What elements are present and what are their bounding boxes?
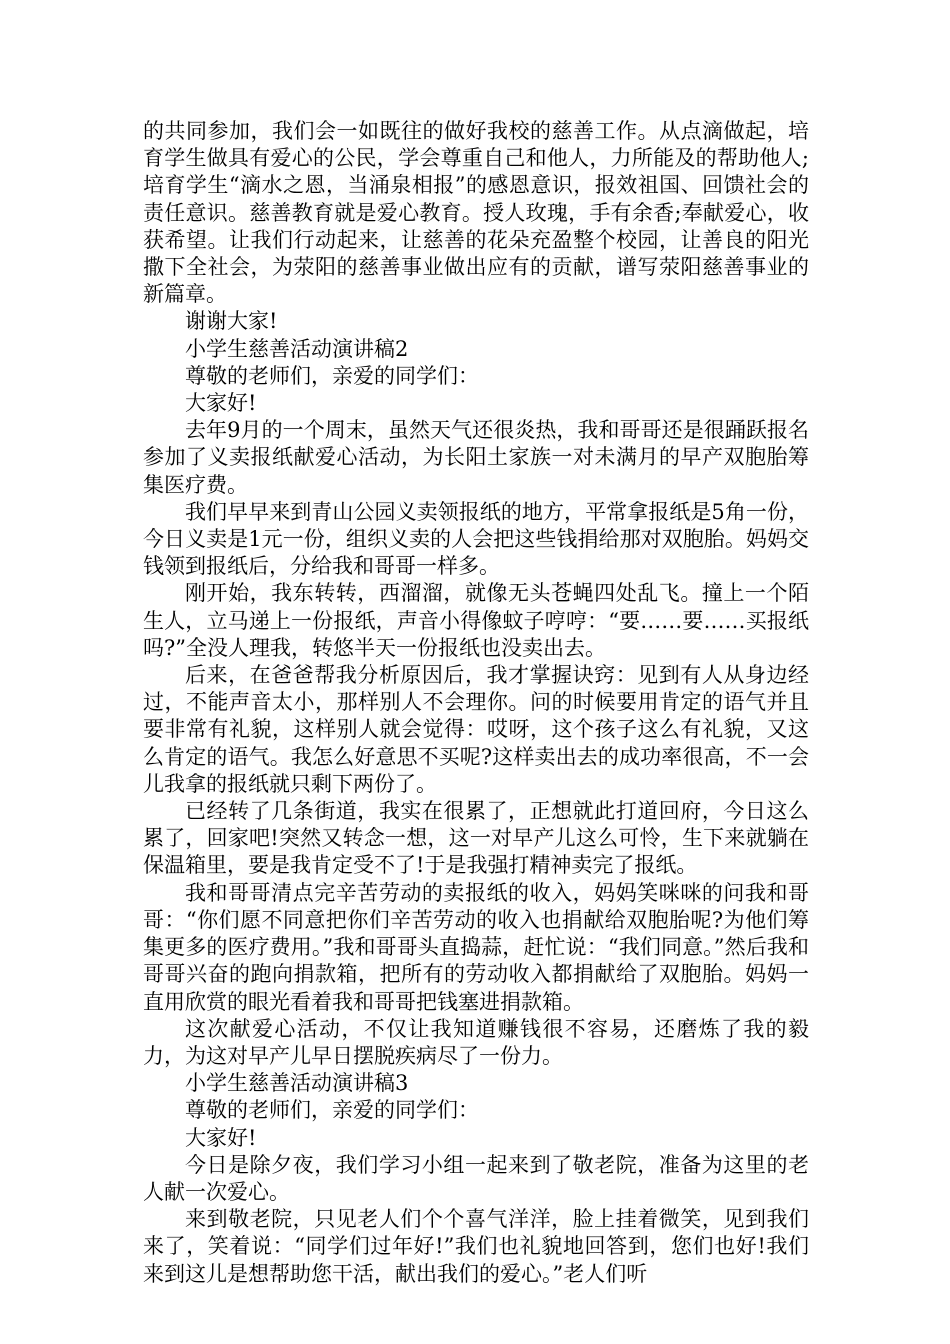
greeting: 大家好! [185,1125,257,1150]
paragraph: 这次献爱心活动，不仅让我知道赚钱很不容易，还磨炼了我的毅力，为这对早产儿早日摆脱疾病尽了一份力。 [143,1016,809,1068]
paragraph: 刚开始，我东转转，西溜溜，就像无头苍蝇四处乱飞。撞上一个陌生人，立马递上一份报纸，声音小得像蚊子哼哼：“要……要……买报纸吗?”全没人理我，转悠半天一份报纸也没卖出去。 [143,581,809,660]
paragraph: 我们早早来到青山公园义卖领报纸的地方，平常拿报纸是5角一份，今日义卖是1元一份，组织义卖的人会把这些钱捐给那对双胞胎。妈妈交钱领到报纸后，分给我和哥哥一样多。 [143,499,809,579]
speech-title-2: 小学生慈善活动演讲稿2 [185,336,409,361]
paragraph: 来到敬老院，只见老人们个个喜气洋洋，脸上挂着微笑，见到我们来了，笑着说：“同学们过年好!”我们也礼貌地回答到，您们也好!我们来到这儿是想帮助您干活，献出我们的爱心。”老人们听 [143,1207,809,1286]
paragraph: 后来，在爸爸帮我分析原因后，我才掌握诀窍：见到有人从身边经过，不能声音太小，那样别人不会理你。问的时候要用肯定的语气并且要非常有礼貌，这样别人就会觉得：哎呀，这个孩子这么有礼貌，又这么肯定的语气。我怎么好意思不买呢?这样卖出去的成功率很高，不一会儿我拿的报纸就只剩下两份了。 [143,663,809,796]
paragraph: 今日是除夕夜，我们学习小组一起来到了敬老院，准备为这里的老人献一次爱心。 [143,1152,809,1204]
speech-title-3: 小学生慈善活动演讲稿3 [185,1071,409,1096]
greeting: 大家好! [185,391,257,416]
paragraph: 我和哥哥清点完辛苦劳动的卖报纸的收入，妈妈笑咪咪的问我和哥哥：“你们愿不同意把你们辛苦劳动的收入也捐献给双胞胎呢?为他们筹集更多的医疗费用。”我和哥哥头直捣蒜，赶忙说：“我们同意。”然后我和哥哥兴奋的跑向捐款箱，把所有的劳动收入都捐献给了双胞胎。妈妈一直用欣赏的眼光看着我和哥哥把钱塞进捐款箱。 [143,880,809,1014]
paragraph: 去年9月的一个周末，虽然天气还很炎热，我和哥哥还是很踊跃报名参加了义卖报纸献爱心活动，为长阳土家族一对未满月的早产双胞胎筹集医疗费。 [143,418,809,497]
document-body [143,118,809,1288]
salutation: 尊敬的老师们，亲爱的同学们： [185,363,479,388]
salutation: 尊敬的老师们，亲爱的同学们： [185,1098,479,1123]
paragraph-continuation: 的共同参加，我们会一如既往的做好我校的慈善工作。从点滴做起，培育学生做具有爱心的公民，学会尊重自己和他人，力所能及的帮助他人;培育学生“滴水之恩，当涌泉相报”的感恩意识，报效祖国、回馈社会的责任意识。慈善教育就是爱心教育。授人玫瑰，手有余香;奉献爱心，收获希望。让我们行动起来，让慈善的花朵充盈整个校园，让善良的阳光撒下全社会，为荥阳的慈善事业做出应有的贡献，谱写荥阳慈善事业的新篇章。 [143,119,809,307]
paragraph-thanks: 谢谢大家! [185,309,278,334]
paragraph: 已经转了几条街道，我实在很累了，正想就此打道回府，今日这么累了，回家吧!突然又转念一想，这一对早产儿这么可怜，生下来就躺在保温箱里，要是我肯定受不了!于是我强打精神卖完了报纸。 [143,799,809,878]
